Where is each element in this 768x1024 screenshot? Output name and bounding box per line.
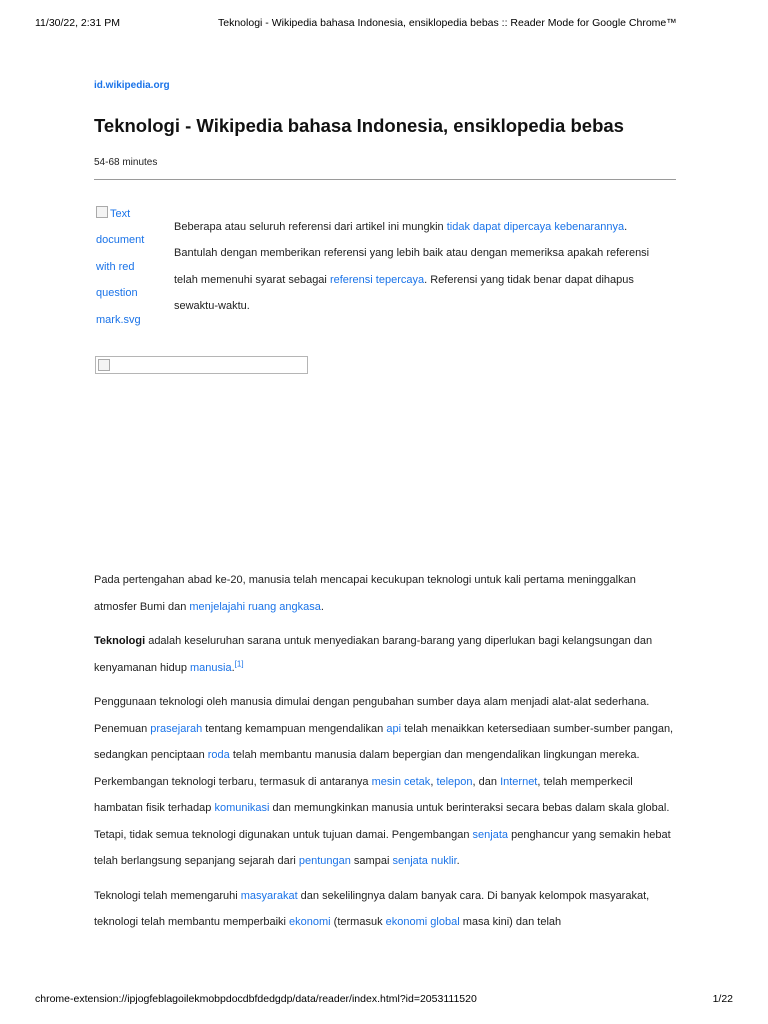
broken-image-icon	[98, 359, 110, 371]
reading-time: 54-68 minutes	[94, 157, 158, 168]
link-mesin-cetak[interactable]: mesin cetak	[371, 775, 431, 788]
paragraph-text: .	[231, 661, 235, 674]
page-number: 1/22	[712, 993, 733, 1005]
broken-figure-image	[95, 356, 308, 374]
link-senjata[interactable]: senjata	[472, 828, 509, 841]
link-pentungan[interactable]: pentungan	[298, 855, 351, 867]
paragraph-text: adalah keseluruhan sarana untuk menyediakan barang-barang yang diperlukan bagi kelangsungan dan kenyamanan hidup	[94, 635, 653, 674]
link-manusia[interactable]: manusia	[190, 661, 232, 674]
paragraph-text: ,	[430, 775, 437, 788]
paragraph-text: penghancur yang semakin hebat telah berlangsung sepanjang sejarah dari	[94, 828, 671, 867]
paragraph-text: dan memungkinkan manusia untuk berinteraksi secara bebas dalam skala global. Tetapi, tidak semua teknologi digunakan untuk tujuan damai. Pengembangan	[94, 802, 670, 841]
paragraph-text: tentang kemampuan mengendalikan	[202, 722, 387, 735]
link-ekonomi[interactable]: ekonomi	[289, 916, 331, 928]
print-document-title: Teknologi - Wikipedia bahasa Indonesia, ensiklopedia bebas :: Reader Mode for Google Chrome™	[218, 17, 677, 29]
paragraph-text: .	[456, 855, 460, 867]
link-ekonomi-global[interactable]: ekonomi global	[385, 916, 460, 928]
link-masyarakat[interactable]: masyarakat	[240, 889, 298, 902]
paragraph-text: Penggunaan teknologi oleh manusia dimulai dengan pengubahan sumber daya alam menjadi alat-alat sederhana. Penemuan	[94, 696, 650, 735]
print-url: chrome-extension://ipjogfeblagoilekmobpdocdbfdedgdp/data/reader/index.html?id=2053111520	[35, 993, 477, 1005]
paragraph-text: telah membantu manusia dalam bepergian dan mengendalikan lingkungan mereka. Perkembangan teknologi terbaru, termasuk di antaranya	[94, 749, 640, 788]
paragraph-text: sampai	[350, 855, 393, 867]
reference-1-link[interactable]: [1]	[234, 658, 244, 668]
paragraph-text: (termasuk	[330, 916, 386, 928]
notice-text: . Referensi yang tidak benar dapat dihapus sewaktu-waktu.	[174, 273, 634, 313]
link-senjata-nuklir[interactable]: senjata nuklir	[392, 855, 457, 867]
link-internet[interactable]: Internet	[500, 775, 538, 788]
article-title: Teknologi - Wikipedia bahasa Indonesia, ensiklopedia bebas	[94, 115, 624, 136]
source-domain-link[interactable]: id.wikipedia.org	[94, 80, 170, 91]
broken-image-icon	[96, 206, 108, 218]
link-komunikasi[interactable]: komunikasi	[214, 802, 270, 814]
notice-text: Beberapa atau seluruh referensi dari artikel ini mungkin	[174, 221, 447, 233]
paragraph-society	[94, 883, 676, 936]
paragraph-text: , telah memperkecil hambatan fisik terhadap	[94, 775, 633, 814]
paragraph-text: , dan	[472, 775, 501, 788]
paragraph-text: masa kini) dan telah	[459, 916, 562, 928]
notice-broken-image	[96, 201, 158, 333]
link-referensi-tepercaya[interactable]: referensi tepercaya	[329, 273, 425, 286]
paragraph-text: telah menaikkan ketersediaan sumber-sumber pangan, sedangkan penciptaan	[94, 722, 674, 761]
paragraph-text: dan sekelilingnya dalam banyak cara. Di banyak kelompok masyarakat, teknologi telah membantu memperbaiki	[94, 889, 650, 928]
link-prasejarah[interactable]: prasejarah	[150, 722, 203, 735]
term-teknologi: Teknologi	[94, 635, 146, 647]
paragraph-text: Teknologi telah memengaruhi	[94, 889, 241, 902]
notice-text: . Bantulah dengan memberikan referensi yang lebih baik atau dengan memeriksa apakah referensi telah memenuhi syarat sebagai	[174, 221, 650, 286]
caption-text: Pada pertengahan abad ke-20, manusia telah mencapai kecukupan teknologi untuk kali pertama meninggalkan atmosfer Bumi dan	[94, 574, 636, 613]
notice-image-alt-text: Text document with red question mark.svg	[96, 208, 145, 326]
reference-notice	[174, 214, 664, 320]
link-menjelajahi-ruang-angkasa[interactable]: menjelajahi ruang angkasa	[189, 600, 321, 613]
article-body	[94, 567, 676, 944]
link-telepon[interactable]: telepon	[436, 775, 473, 788]
caption-text: .	[320, 600, 324, 613]
print-date: 11/30/22, 2:31 PM	[35, 17, 121, 29]
link-roda[interactable]: roda	[207, 749, 230, 761]
paragraph-history	[94, 689, 676, 875]
header-divider	[94, 179, 676, 180]
figure-caption	[94, 567, 676, 620]
link-tidak-dapat-dipercaya[interactable]: tidak dapat dipercaya kebenarannya	[446, 221, 625, 233]
paragraph-definition	[94, 628, 676, 681]
link-api[interactable]: api	[386, 722, 402, 735]
